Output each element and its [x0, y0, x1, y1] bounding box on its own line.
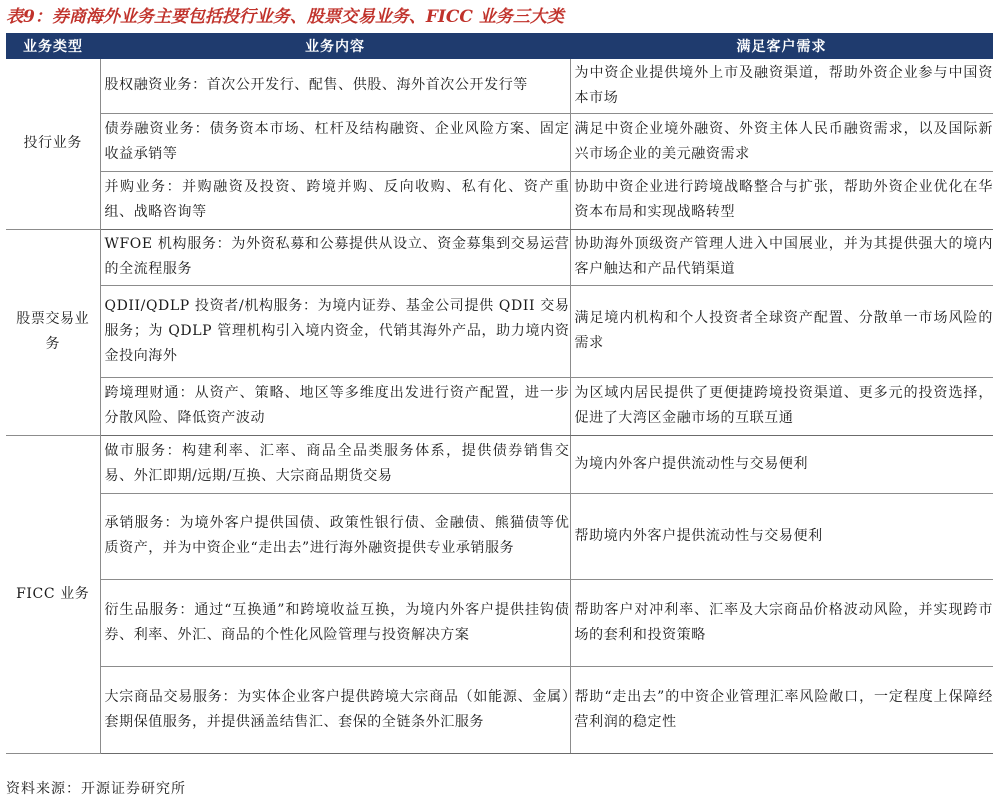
need-cell: 满足中资企业境外融资、外资主体人民币融资需求，以及国际新兴市场企业的美元融资需求: [574, 121, 993, 162]
content-cell: 大宗商品交易服务：为实体企业客户提供跨境大宗商品（如能源、金属）套期保值服务，并提供涵盖结售汇、套保的全链条外汇服务: [104, 688, 570, 730]
content-cell: 债券融资业务：债务资本市场、杠杆及结构融资、企业风险方案、固定收益承销等: [104, 121, 570, 162]
table-row: [6, 493, 993, 579]
header-type: 业务类型: [6, 33, 100, 59]
need-cell: 帮助“走出去”的中资企业管理汇率风险敞口，一定程度上保障经营利润的稳定性: [574, 688, 993, 730]
need-cell: 帮助客户对冲利率、汇率及大宗商品价格波动风险，并实现跨市场的套利和投资策略: [574, 601, 993, 643]
content-cell: QDII/QDLP 投资者/机构服务：为境内证券、基金公司提供 QDII 交易服务；为 QDLP 管理机构引入境内资金，代销其海外产品，助力境内资金投向海外: [104, 297, 570, 364]
need-cell: 为区域内居民提供了更便捷跨境投资渠道、更多元的投资选择，促进了大湾区金融市场的互联互通: [574, 385, 993, 426]
table-row: [6, 113, 993, 171]
need-cell: 为中资企业提供境外上市及融资渠道，帮助外资企业参与中国资本市场: [574, 64, 993, 106]
need-cell: 帮助境内外客户提供流动性与交易便利: [574, 527, 823, 544]
content-cell: 股权融资业务：首次公开发行、配售、供股、海外首次公开发行等: [104, 77, 528, 94]
category-cell: 投行业务: [6, 59, 100, 229]
table-row: [6, 377, 993, 435]
category-cell: FICC 业务: [6, 435, 100, 753]
table-row: [6, 285, 993, 377]
table-row: [6, 579, 993, 666]
content-cell: 跨境理财通：从资产、策略、地区等多维度出发进行资产配置，进一步分散风险、降低资产波动: [104, 385, 570, 426]
category-cell: 股票交易业务: [6, 229, 100, 435]
need-cell: 满足境内机构和个人投资者全球资产配置、分散单一市场风险的需求: [574, 310, 993, 351]
table-row: [6, 171, 993, 229]
header-content: 业务内容: [100, 33, 570, 59]
header-need: 满足客户需求: [570, 33, 993, 59]
need-cell: 协助中资企业进行跨境战略整合与扩张，帮助外资企业优化在华资本布局和实现战略转型: [574, 179, 993, 220]
content-cell: 做市服务：构建利率、汇率、商品全品类服务体系，提供债券销售交易、外汇即期/远期/互换、大宗商品期货交易: [104, 443, 570, 484]
table-title: 表9：券商海外业务主要包括投行业务、股票交易业务、FICC 业务三大类: [6, 7, 564, 27]
content-cell: 衍生品服务：通过“互换通”和跨境收益互换，为境内外客户提供挂钩债券、利率、外汇、商品的个性化风险管理与投资解决方案: [104, 601, 570, 643]
need-cell: 为境内外客户提供流动性与交易便利: [574, 455, 809, 472]
table-row: [6, 666, 993, 753]
table-row: [6, 229, 993, 285]
content-cell: 承销服务：为境外客户提供国债、政策性银行债、金融债、熊猫债等优质资产，并为中资企业“走出去”进行海外融资提供专业承销服务: [104, 515, 570, 556]
table-row: [6, 59, 993, 113]
business-table: [6, 33, 993, 754]
content-cell: WFOE 机构服务：为外资私募和公募提供从设立、资金募集到交易运营的全流程服务: [104, 236, 570, 277]
need-cell: 协助海外顶级资产管理人进入中国展业，并为其提供强大的境内客户触达和产品代销渠道: [574, 236, 993, 277]
header-row: [6, 33, 993, 59]
table-row: [6, 435, 993, 493]
source-note: 资料来源：开源证券研究所: [6, 781, 186, 797]
content-cell: 并购业务：并购融资及投资、跨境并购、反向收购、私有化、资产重组、战略咨询等: [104, 179, 570, 220]
